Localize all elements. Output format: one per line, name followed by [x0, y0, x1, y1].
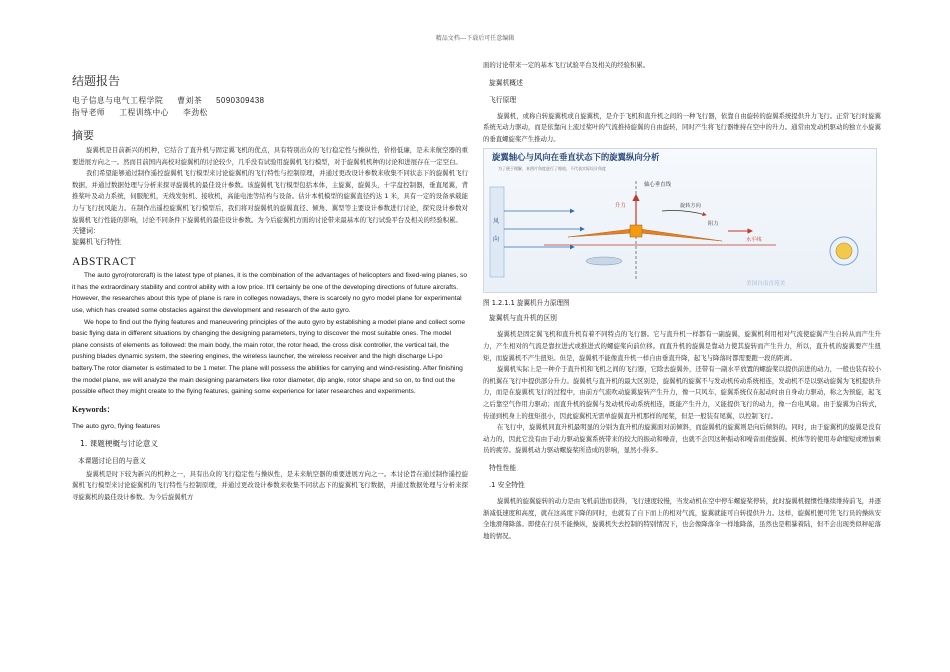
author-line [72, 95, 468, 107]
report-title: 结题报告 [72, 74, 121, 88]
keywords-label: 关键词： [72, 227, 100, 236]
subsection-heading: .1 安全特性 [489, 480, 525, 489]
abstract-en-heading: ABSTRACT [72, 256, 137, 269]
difference-paragraph: 在飞行中，旋翼机同直升机最明显的分别为直升机的旋翼面对前倾斜，而旋翼机的旋翼则是向后倾斜的。同时，由于旋翼机的旋翼是没有动力的，因此它没有由于动力驱动旋翼系统带来的较大的振动和噪音，也就不会因这种振动和噪音而使旋翼、机体等的使用寿命缩短或增加乘员的疲劳。旋翼机动力驱动螺旋桨所造成的影响，显然小得多。 [483, 423, 881, 455]
author-id: 5090309438 [216, 96, 265, 105]
airfoil-section [586, 257, 622, 265]
subsection-heading: 特性性能 [489, 463, 517, 472]
figure-caption: 图 1.2.1.1 旋翼机升力原理图 [483, 299, 570, 308]
axis-label: 轴心垂直线 [644, 182, 671, 189]
abstract-en-paragraph: We hope to find out the flying features and maneuvering principles of the auto gyro by establishing a model plane and collect some basic flying data in different situations by changing the designing parameters, trying to discover the most suitable ones. The model plane consists of elements as followed: the main body, the main rotor, the rotor head, the cross disk controller, the vertical tail, the pushing blades dynamic system, the steering engines, the wireless launcher, the wireless receiver and the high discharge Li-po battery.The rotor diameter is estimated to be 1 meter. The plane will possess the abilities for carrying and wind-resisting. After finishing the model plane, we will analyze the main designing parameters like rotor diameter, dip angle, rotor shape and so on, to find out the possible effect they might create to the flying features, gaining some experience for later researches and experiments. [72, 318, 466, 396]
rotation-label: 旋转方向 [680, 203, 701, 210]
keywords-en: The auto gyro, flying features [72, 422, 161, 430]
left-column [72, 66, 468, 503]
header-note: 精品文档---下载后可任意编辑 [435, 35, 515, 42]
advisor-line [72, 107, 468, 119]
lift-principle-figure [483, 148, 877, 293]
abstract-paragraph: 旋翼机是目前新兴的机种，它结合了直升机与固定翼飞机的优点，具有特别出众的飞行稳定性与操纵性，价格低廉，是未来航空器的重要进展方向之一。然而目前国内高校对旋翼机的讨论较少，几乎没有试验用旋翼机飞行模型，对于旋翼机机种的讨论和进展存在一定空白。 [72, 146, 468, 166]
rotor-blade-left [568, 229, 632, 237]
section-paragraph: 旋翼机是时下较为新兴的机种之一，具有出众的飞行稳定性与操纵性，是未来航空器的重要进展方向之一。本讨论旨在通过制作遥控旋翼机飞行模型来讨论旋翼机的飞行特性与控制原理，并通过更改设计参数来收集不同状态下的旋翼机飞行数据，并通过数据处理与分析来探寻旋翼机的最佳设计参数。为今后旋翼机方 [72, 469, 468, 501]
rotation-arrow [662, 211, 706, 216]
abstract-paragraph: 我们希望能够通过制作遥控旋翼机飞行模型来讨论旋翼机的飞行特性与控制原理，并通过更改设计参数来收集不同状态下的旋翼机飞行数据，并通过数据处理与分析来探寻旋翼机的最佳设计参数。该旋翼机飞行模型包括本体，主旋翼，旋翼头，十字盘控制器，垂直尾翼，背推桨叶及动力系统，伺服舵机，无线发射机、接收机，高能电池等结构与设备。估计本机模型的旋翼直径约达 1 米，具有一定的设备承载能力与飞行抗风能力。在制作出遥控旋翼机飞行模型后，我们将对旋翼机的旋翼直径、倾角、翼型等主要设计参数进行讨论，探究设计参数对旋翼机飞行性能的影响，讨论不同条件下旋翼机的最佳设计参数。为今后旋翼机方面的讨论带来最基本的飞行试验平台及相关的经验积累。 [72, 169, 468, 224]
abstract-en-paragraph: The auto gyro(rotorcraft) is the latest type of planes, it is the combination of the advantages of helicopters and fixed-wing planes, so it has the extraordinary stability and control ability with a low price. It'll certainly be one of the developing directions of future aircrafts. However, the researches about this type of plane is rare in colleges nowadays, there is scarcely no gyro model plane for experimental use, which has created some obstacles against the development and research of the auto gyro. [72, 272, 468, 314]
wind-label-1: 风 [493, 218, 500, 226]
emblem-logo-center [836, 243, 852, 259]
advisor-unit: 工程训练中心 [119, 108, 169, 117]
wind-label-2: 向 [493, 236, 500, 244]
subsection-heading: 旋翼机与直升机的区别 [489, 314, 557, 323]
safety-paragraph: 旋翼机的旋翼旋转的动力是由飞机前进而获得，飞行速度较慢，当发动机在空中停车螺旋桨停转，此时旋翼机握惯性继续维持前飞，并逐渐减低速度和高度，就在这高度下降的同时，也就有了自下而上的相对气流，旋翼就能可自转提供升力。这样，旋翼机便可凭飞行员的操纵安全地滑翔降落。即使在行员不能操纵，旋翼机失去控制的特别情况下，也会像降落伞一样地降落，虽然也是粗暴着陆，但不会出现类似秤砣落地的情况。 [483, 496, 881, 540]
lift-diagram [484, 149, 876, 292]
author-name: 曹刘茶 [177, 96, 203, 105]
subsection-heading: 本课题讨论目的与意义 [78, 456, 146, 465]
rotor-blade-right [640, 229, 722, 241]
figure-title: 旋翼轴心与风向在垂直状态下的旋翼纵向分析 [492, 152, 660, 163]
author-dept: 电子信息与电气工程学院 [72, 96, 164, 105]
lift-label: 升力 [615, 203, 626, 210]
principle-paragraph: 旋翼机，或称自转旋翼机或自旋翼机，是介于飞机和直升机之间的一种飞行器，依靠自由旋转的旋翼系统提供升力飞行。正常飞行时旋翼系统无动力驱动，而是依靠向上流过桨叶的气流推持旋翼的自由旋转，同时产生将飞行器维持在空中的升力。通常由发动机驱动的独立小旋翼的垂直螺旋桨产生推动力。 [483, 111, 881, 143]
section-heading: 1. 课题梗概与讨论意义 [80, 438, 159, 448]
difference-paragraph: 旋翼机是固定翼飞机和直升机有着不同特点的飞行器。它与直升机一样都有一副旋翼，旋翼机利用相对气流使旋翼产生自转从而产生升力，产生相对的气流是靠拉进式或推进式的螺旋桨向前位移。而直升机的旋翼是靠动力使其旋转而产生升力，所以，直升机的旋翼要产生扭矩，而旋翼机不产生扭矩。但是，旋翼机不能像直升机一样自由垂直升降，起飞与降落时都需要跑一段的距离。 [483, 330, 881, 362]
rotor-hub [630, 225, 642, 237]
horizontal-label: 水平线 [746, 237, 762, 244]
keywords: 旋翼机飞行特性 [72, 238, 121, 247]
figure-subtitle: 为了便于理解，本图片角度进行了缩放，不代表实际设计角度 [498, 166, 606, 172]
subsection-heading: 飞行原理 [489, 95, 517, 104]
difference-paragraph: 旋翼机实际上是一种介于直升机和飞机之间的飞行器，它除去旋翼外，还带有一副水平放置的螺旋桨以提供前进的动力，一般也装有较小的机翼在飞行中提供部分升力。旋翼机与直升机的最大区别是，旋翼机的旋翼不与发动机传动系统相连，发动机不是以驱动旋翼为飞机提供升力，而是在旋翼机飞行的过程中，由前方气流吹动旋翼旋转产生升力，像一只风车，旋翼系统仅在起动时由自身动力驱动，称之为预旋，起飞之后靠空气作用力驱动；而直升机的旋翼与发动机传动系统相连，既能产生升力，又能提供飞行的动力，像一台电风扇。由于旋翼为自转式，传递到机身上的扭矩很小，因此旋翼机无需单旋翼直升机那样的尾桨，但是一般装有尾翼，以控制飞行。 [483, 365, 881, 420]
right-column [483, 61, 881, 542]
advisor-label: 指导老师 [72, 108, 106, 117]
abstract-heading: 摘要 [72, 129, 94, 142]
watermark-text: 美国自南直苑美 [746, 281, 786, 288]
keywords-en-label: Keywords： [72, 404, 115, 414]
subsection-heading: 旋翼机概述 [489, 78, 523, 87]
continued-text: 面的讨论带来一定的基本飞行试验平台及相关的经验积累。 [483, 61, 650, 69]
advisor-name: 李劲松 [182, 108, 208, 117]
resistance-label: 阻力 [708, 221, 719, 228]
wind-band [490, 187, 504, 277]
